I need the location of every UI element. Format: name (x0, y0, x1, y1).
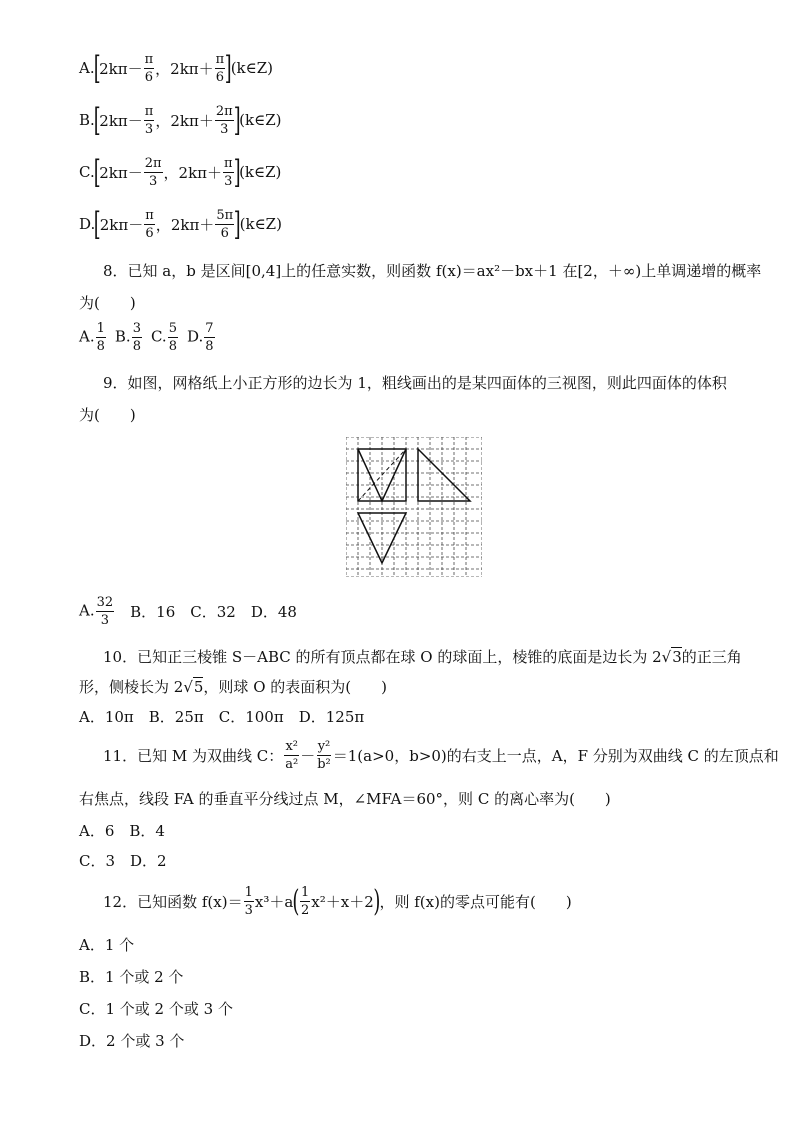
term: 2kπ＋ (178, 163, 223, 182)
q7-option-b[interactable] (79, 101, 282, 139)
sqrt-icon: √ (661, 647, 672, 666)
option-letter: C. (79, 163, 95, 181)
option-letter: B. (79, 111, 95, 129)
separator: ， (155, 215, 171, 234)
q9-stem-line1: 9．如图，网格纸上小正方形的边长为 1，粗线画出的是某四面体的三视图，则此四面体的体积 (103, 374, 727, 392)
suffix: (k∈Z) (230, 59, 274, 77)
right-bracket: ] (233, 101, 241, 139)
q9-options-rest[interactable]: B．16 C．32 D．48 (115, 603, 297, 621)
fraction: $\frac{5\pi}{6}$ (216, 207, 234, 241)
right-paren: ) (373, 883, 381, 919)
fraction: $\frac{\pi}{6}$ (145, 207, 154, 241)
fraction: $\frac{2\pi}{3}$ (144, 155, 162, 189)
left-bracket: [ (93, 153, 101, 191)
suffix: (k∈Z) (239, 163, 282, 181)
option-letter: A. (79, 59, 95, 77)
separator: ， (155, 111, 171, 130)
q11-stem-line2: 右焦点，线段 FA 的垂直平分线过点 M，∠MFA＝60°，则 C 的离心率为( ) (79, 790, 611, 808)
q11-options-row1[interactable]: A．6 B．4 (79, 822, 165, 840)
q8-option-a[interactable]: A. $\frac{1}{8}$ (79, 321, 105, 354)
q7-option-a[interactable] (79, 49, 274, 87)
term: 2kπ－ (99, 163, 143, 182)
term: 2kπ－ (99, 59, 143, 78)
fraction: $\frac{\pi}{6}$ (144, 51, 154, 85)
suffix: (k∈Z) (239, 215, 282, 233)
separator: ， (155, 59, 171, 78)
q12-option-d[interactable]: D．2 个或 3 个 (79, 1032, 185, 1050)
q8-option-d[interactable]: D. $\frac{7}{8}$ (186, 321, 214, 354)
q10-options[interactable]: A．10π B．25π C．100π D．125π (79, 708, 365, 726)
left-paren: ( (292, 883, 300, 919)
q8-option-b[interactable]: B. $\frac{3}{8}$ (114, 321, 141, 354)
term: 2kπ＋ (170, 59, 214, 78)
term: 2kπ－ (99, 111, 143, 130)
q9-options (79, 596, 297, 627)
fraction: $\frac{\text{x²}}{\text{a²}}$ (285, 739, 299, 772)
three-view-figure (346, 437, 482, 577)
q11-stem-line1: 11．已知 M 为双曲线 C： $\frac{\text{x²}}{\text{a²}}$ － $\frac{\text{y²}}{\text{b²}}$ ＝1(a>0，b>0)的右支上一点，A，F 分别为双曲线 C 的左顶点和 (103, 739, 779, 772)
q12-stem: 12．已知函数 f(x)＝ $\frac{1}{3}$ x³＋a ( $\frac{1}{2}$ x²＋x＋2 ) ，则 f(x)的零点可能有( ) (103, 883, 572, 919)
fraction: $\frac{\pi}{6}$ (215, 51, 225, 85)
fraction: $\frac{\text{y²}}{\text{b²}}$ (317, 739, 331, 772)
right-bracket: ] (233, 153, 241, 191)
fraction: $\frac{\pi}{3}$ (224, 155, 233, 189)
right-bracket: ] (233, 205, 241, 243)
q7-option-d[interactable] (79, 205, 282, 243)
fraction: $\frac{1}{3}$ (244, 885, 253, 918)
q8-stem-line1: 8．已知 a，b 是区间[0,4]上的任意实数，则函数 f(x)＝ax²－bx＋1 在[2，＋∞)上单调递增的概率 (103, 262, 762, 280)
q8-option-c[interactable]: C. $\frac{5}{8}$ (150, 321, 177, 354)
left-bracket: [ (94, 205, 101, 243)
suffix: (k∈Z) (239, 111, 282, 129)
separator: ， (163, 163, 179, 182)
q11-options-row2[interactable]: C．3 D．2 (79, 852, 167, 870)
fraction: $\frac{\pi}{3}$ (144, 103, 154, 137)
option-letter: D. (79, 215, 96, 233)
term: 2kπ＋ (170, 215, 215, 234)
left-bracket: [ (93, 49, 101, 87)
fraction: $\frac{2\pi}{3}$ (215, 103, 233, 137)
term: 2kπ＋ (170, 111, 214, 130)
q12-option-a[interactable]: A．1 个 (79, 936, 135, 954)
grid-lines (346, 437, 482, 577)
q12-option-b[interactable]: B．1 个或 2 个 (79, 968, 184, 986)
q8-stem-line2: 为( ) (79, 294, 136, 312)
q9-option-a[interactable]: A. $\frac{32}{3}$ (79, 595, 114, 628)
left-bracket: [ (93, 101, 101, 139)
q7-option-c[interactable] (79, 153, 282, 191)
q9-stem-line2: 为( ) (79, 406, 136, 424)
sqrt-icon: √ (183, 677, 193, 696)
fraction: $\frac{1}{2}$ (301, 885, 310, 918)
q8-options (79, 322, 216, 353)
q10-stem-line2: 形，侧棱长为 2 √ 5 ，则球 O 的表面积为( ) (79, 677, 387, 696)
q12-option-c[interactable]: C．1 个或 2 个或 3 个 (79, 1000, 233, 1018)
right-bracket: ] (225, 49, 232, 87)
q10-stem-line1: 10．已知正三棱锥 S－ABC 的所有顶点都在球 O 的球面上，棱锥的底面是边长为 2 √ 3 的正三角 (103, 647, 742, 666)
side-view (418, 449, 470, 501)
term: 2kπ－ (99, 215, 144, 234)
